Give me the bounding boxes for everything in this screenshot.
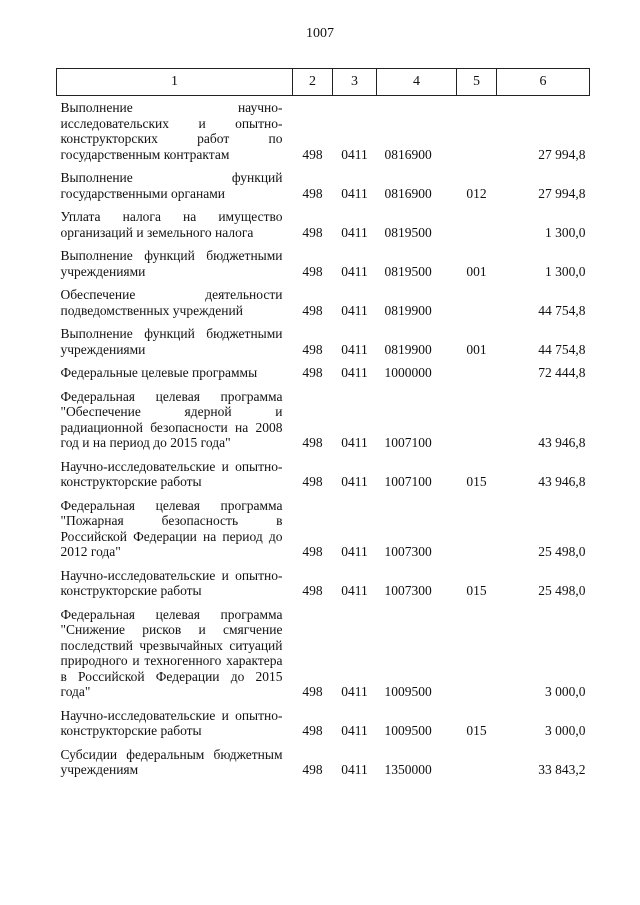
row-ministry-code: 498: [302, 583, 323, 598]
row-amount: 33 843,2: [538, 762, 586, 777]
table-row: [57, 560, 590, 599]
row-section-code: 0411: [341, 762, 368, 777]
row-expense-type-code: 012: [466, 185, 487, 201]
row-expense-type-code: 015: [466, 583, 487, 598]
row-section-code: 0411: [341, 723, 368, 738]
row-expense-type-code: 015: [466, 723, 487, 738]
table-row: [57, 279, 590, 318]
row-target-article-code: 0819900: [384, 341, 432, 357]
row-amount: 43 946,8: [538, 435, 586, 450]
row-target-article-code: 1350000: [384, 762, 432, 777]
column-header-6: 6: [497, 69, 590, 96]
row-description: Федеральная целевая программа "Пожарная безопасность в Российской Федерации на период до 2012 года": [60, 497, 283, 559]
row-section-code: 0411: [341, 474, 368, 489]
row-ministry-code: 498: [302, 224, 323, 240]
page-number: 1007: [306, 26, 334, 41]
row-amount: 3 000,0: [545, 684, 586, 699]
row-section-code: 0411: [341, 185, 368, 201]
row-amount: 27 994,8: [538, 146, 586, 162]
column-header-2: 2: [293, 69, 333, 96]
row-amount: 3 000,0: [545, 723, 586, 738]
column-header-1: 1: [57, 69, 293, 96]
row-description: Научно-исследовательские и опытно-конструкторские работы: [60, 567, 283, 598]
row-expense-type-code: [457, 381, 497, 451]
row-description: Выполнение научно-исследовательских и опытно-конструкторских работ по государственным контрактам: [60, 100, 283, 162]
row-section-code: 0411: [341, 146, 368, 162]
row-expense-type-code: [457, 599, 497, 700]
row-target-article-code: 0819900: [384, 302, 432, 318]
row-amount: 1 300,0: [545, 224, 586, 240]
row-expense-type-code: [457, 490, 497, 560]
table-row: [57, 490, 590, 560]
row-section-code: 0411: [341, 224, 368, 240]
table-body: [57, 96, 590, 778]
row-expense-type-code: [457, 357, 497, 381]
row-section-code: 0411: [341, 341, 368, 357]
row-ministry-code: 498: [302, 185, 323, 201]
row-ministry-code: 498: [302, 474, 323, 489]
row-ministry-code: 498: [302, 263, 323, 279]
row-amount: 1 300,0: [545, 263, 586, 279]
row-ministry-code: 498: [302, 435, 323, 450]
row-amount: 43 946,8: [538, 474, 586, 489]
row-description: Субсидии федеральным бюджетным учреждениям: [60, 746, 283, 777]
table-row: [57, 201, 590, 240]
row-target-article-code: 1000000: [384, 365, 432, 380]
row-description: Научно-исследовательские и опытно-конструкторские работы: [60, 707, 283, 738]
row-target-article-code: 1007100: [384, 474, 432, 489]
row-ministry-code: 498: [302, 684, 323, 699]
row-section-code: 0411: [341, 684, 368, 699]
table-row: [57, 700, 590, 739]
row-amount: 44 754,8: [538, 341, 586, 357]
row-amount: 25 498,0: [538, 544, 586, 559]
column-header-4: 4: [377, 69, 457, 96]
row-expense-type-code: 015: [466, 474, 487, 489]
row-target-article-code: 0816900: [384, 146, 432, 162]
row-section-code: 0411: [341, 583, 368, 598]
row-section-code: 0411: [341, 302, 368, 318]
table-row: [57, 96, 590, 163]
row-target-article-code: 1007100: [384, 435, 432, 450]
row-description: Уплата налога на имущество организаций и земельного налога: [60, 209, 283, 240]
row-description: Федеральная целевая программа "Снижение рисков и смягчение последствий чрезвычайных ситуаций природного и техногенного характера в Российской Федерации до 2015 года": [60, 606, 283, 699]
row-target-article-code: 1009500: [384, 684, 432, 699]
row-target-article-code: 1007300: [384, 544, 432, 559]
table-row: [57, 357, 590, 381]
row-description: Выполнение функций государственными органами: [60, 170, 283, 201]
row-ministry-code: 498: [302, 302, 323, 318]
budget-table: [56, 68, 590, 778]
row-expense-type-code: [457, 739, 497, 778]
row-target-article-code: 0819500: [384, 263, 432, 279]
row-section-code: 0411: [341, 544, 368, 559]
row-target-article-code: 0816900: [384, 185, 432, 201]
row-target-article-code: 1007300: [384, 583, 432, 598]
row-description: Выполнение функций бюджетными учреждениями: [60, 326, 283, 357]
row-expense-type-code: [457, 279, 497, 318]
row-expense-type-code: 001: [466, 341, 487, 357]
row-target-article-code: 1009500: [384, 723, 432, 738]
row-amount: 44 754,8: [538, 302, 586, 318]
row-section-code: 0411: [341, 365, 368, 380]
row-ministry-code: 498: [302, 762, 323, 777]
row-target-article-code: 0819500: [384, 224, 432, 240]
row-expense-type-code: [457, 201, 497, 240]
row-description: Федеральные целевые программы: [60, 365, 258, 380]
row-amount: 72 444,8: [538, 365, 586, 380]
table-row: [57, 240, 590, 279]
table-row: [57, 381, 590, 451]
column-header-5: 5: [457, 69, 497, 96]
row-ministry-code: 498: [302, 544, 323, 559]
table-row: [57, 599, 590, 700]
row-amount: 25 498,0: [538, 583, 586, 598]
table-row: [57, 451, 590, 490]
row-section-code: 0411: [341, 263, 368, 279]
row-ministry-code: 498: [302, 723, 323, 738]
row-description: Федеральная целевая программа "Обеспечение ядерной и радиационной безопасности на 2008 год и на период до 2015 года": [60, 388, 283, 450]
row-amount: 27 994,8: [538, 185, 586, 201]
table-row: [57, 318, 590, 357]
row-ministry-code: 498: [302, 365, 323, 380]
row-expense-type-code: [457, 96, 497, 163]
row-ministry-code: 498: [302, 146, 323, 162]
row-expense-type-code: 001: [466, 263, 487, 279]
table-row: [57, 739, 590, 778]
row-description: Научно-исследовательские и опытно-конструкторские работы: [60, 458, 283, 489]
table-row: [57, 162, 590, 201]
column-header-3: 3: [333, 69, 377, 96]
row-description: Выполнение функций бюджетными учреждениями: [60, 248, 283, 279]
row-section-code: 0411: [341, 435, 368, 450]
row-description: Обеспечение деятельности подведомственных учреждений: [60, 287, 283, 318]
table-header-row: [57, 69, 590, 96]
row-ministry-code: 498: [302, 341, 323, 357]
